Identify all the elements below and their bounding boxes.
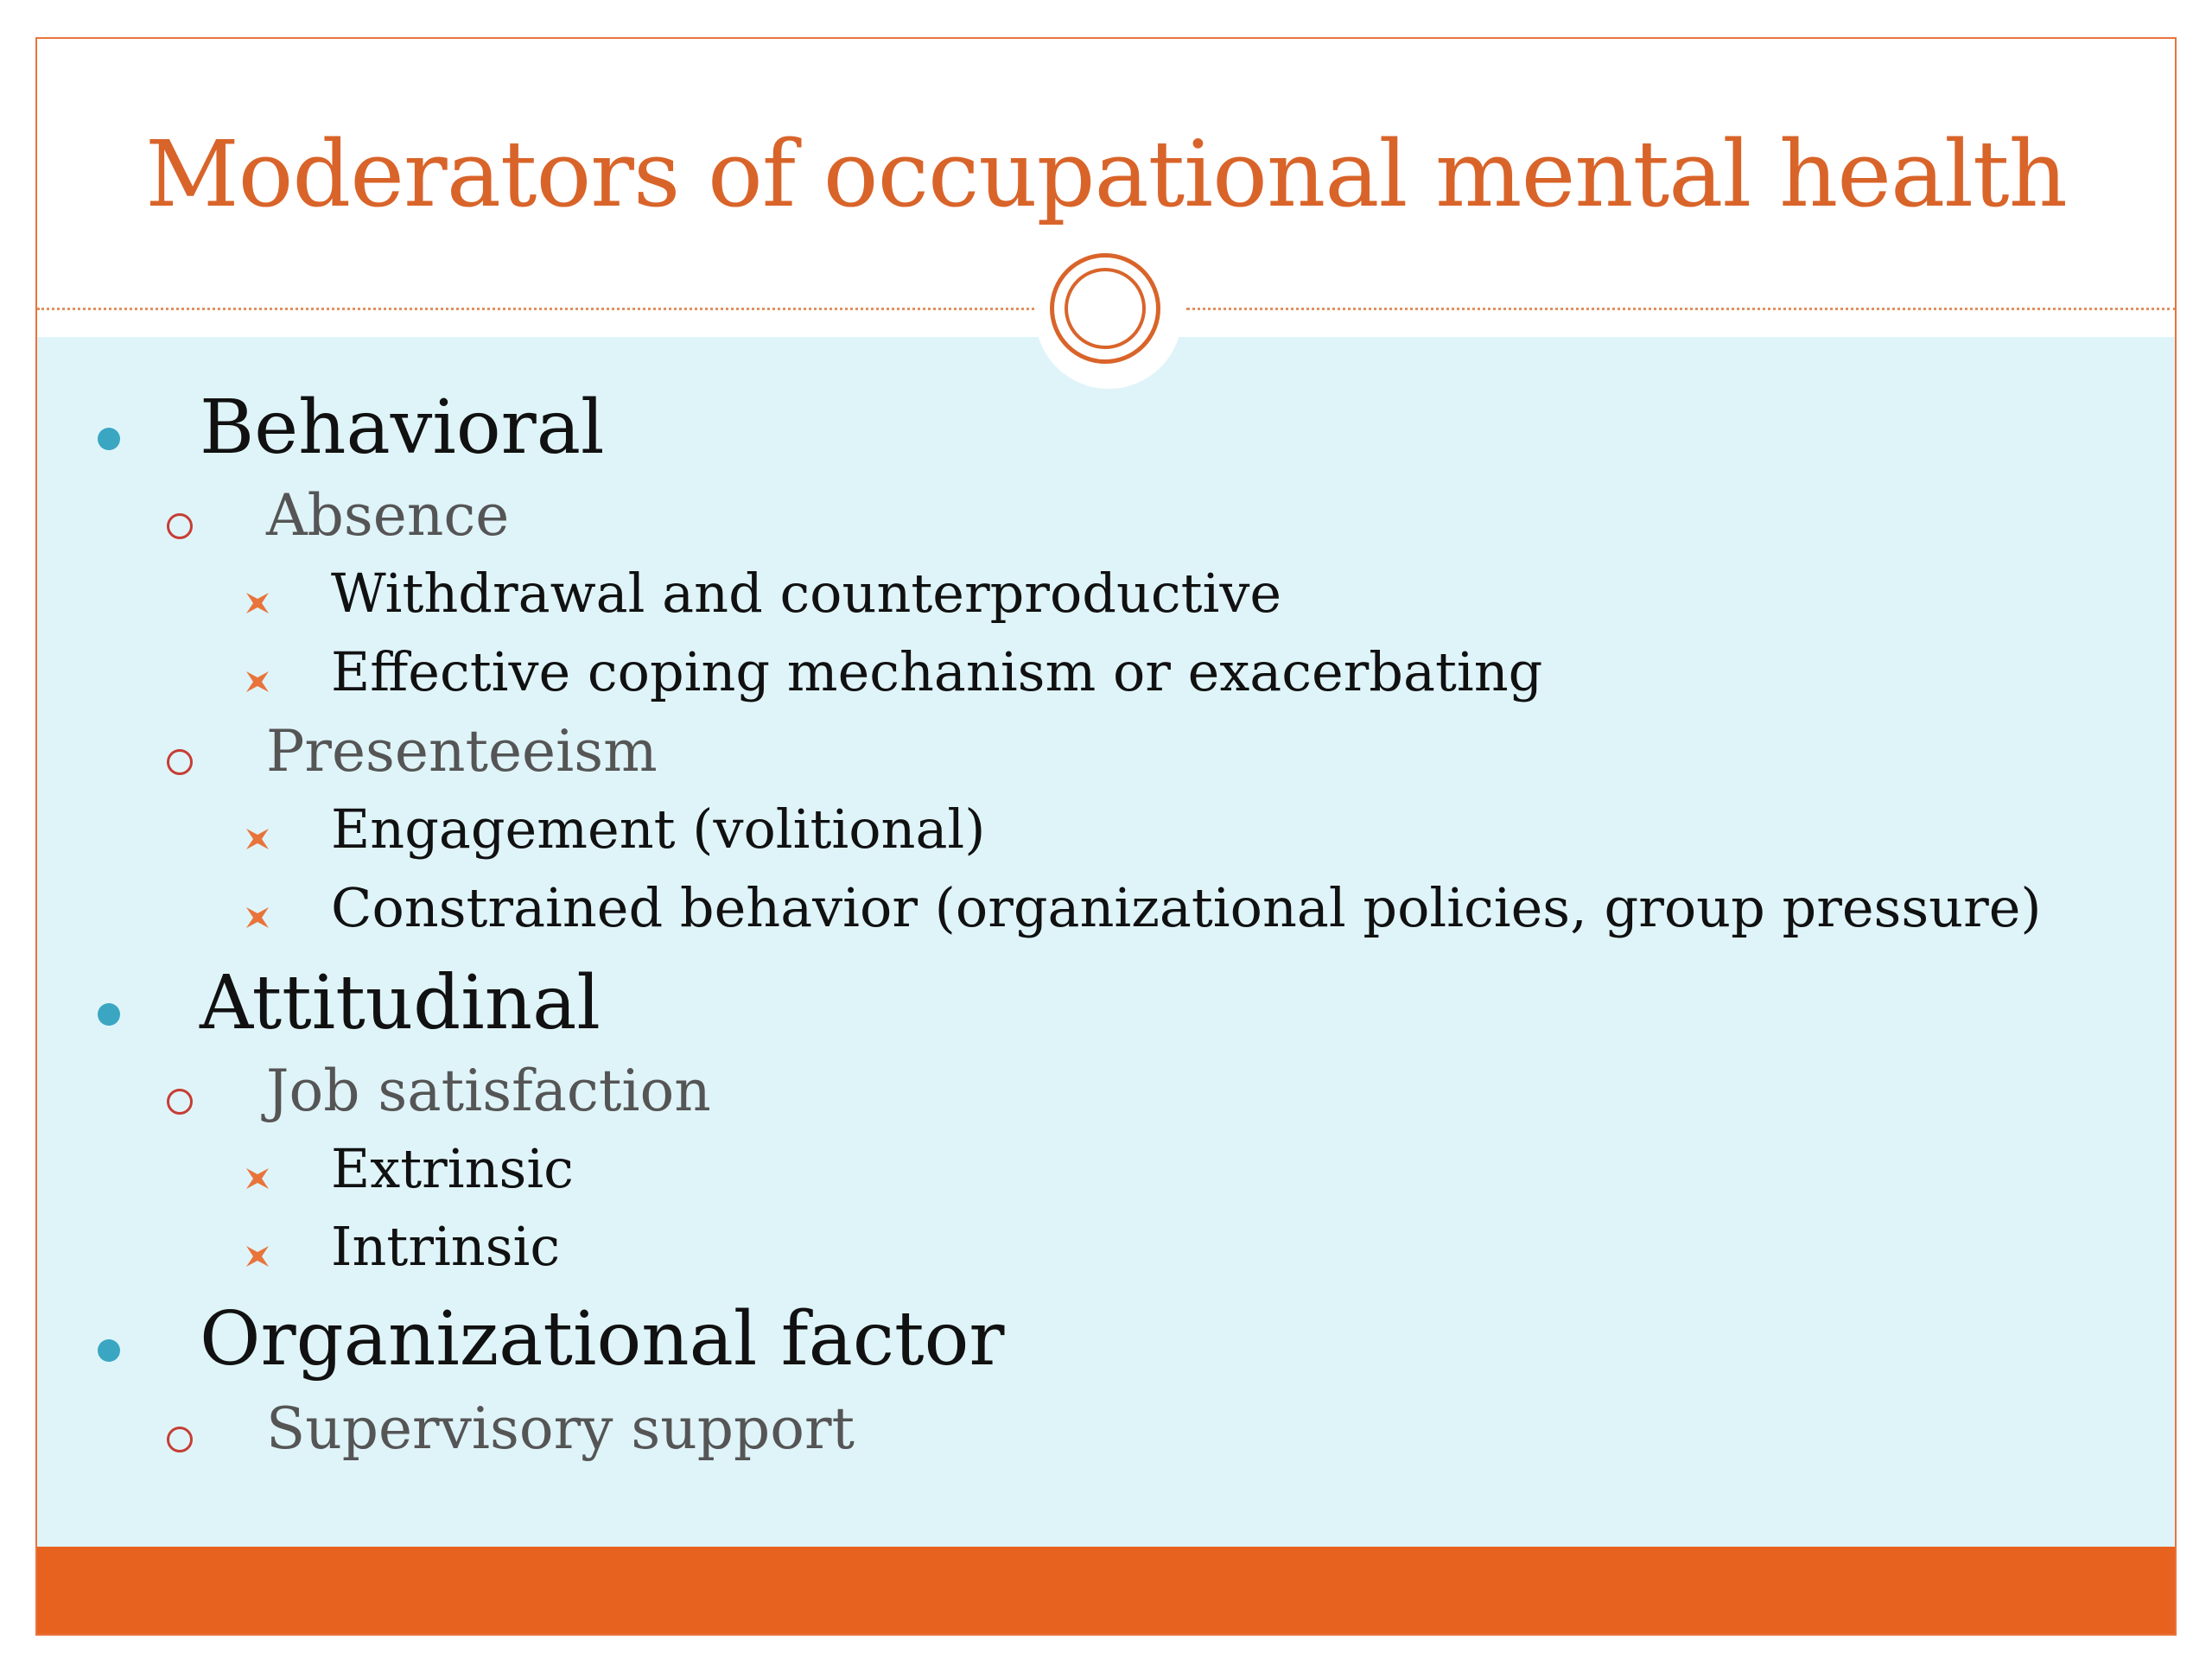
bullet-label: Constrained behavior (organizational policies, group pressure) [331, 876, 2042, 939]
divider-inner-ring [1065, 268, 1146, 349]
title-divider-right [1186, 308, 2177, 310]
bullet-label: Engagement (volitional) [331, 798, 986, 861]
bullet-label: Organizational factor [200, 1296, 1005, 1382]
bullet-ring-icon [167, 749, 193, 775]
bullet-label: Effective coping mechanism or exacerbating [331, 640, 1543, 703]
bullet-label: Supervisory support [266, 1395, 855, 1462]
bullet-dot-icon [98, 1339, 120, 1362]
bullet-label: Absence [266, 482, 510, 549]
slide-title: Moderators of occupational mental health [145, 121, 2067, 227]
bullet-ring-icon [167, 1089, 193, 1115]
bullet-dot-icon [98, 1003, 120, 1026]
bullet-star-icon [245, 669, 270, 695]
bullet-star-icon [245, 590, 270, 616]
footer-bar [37, 1547, 2175, 1636]
divider-ring-icon [1050, 253, 1160, 364]
bullet-label: Intrinsic [331, 1215, 561, 1278]
bullet-star-icon [245, 826, 270, 852]
bullet-star-icon [245, 1243, 270, 1269]
bullet-ring-icon [167, 513, 193, 539]
title-divider-left [37, 308, 1039, 310]
bullet-dot-icon [98, 428, 120, 450]
bullet-label: Job satisfaction [266, 1058, 711, 1124]
bullet-label: Attitudinal [200, 960, 601, 1046]
slide [35, 37, 2177, 1636]
bullet-label: Presenteeism [266, 718, 658, 785]
bullet-label: Behavioral [200, 385, 605, 471]
bullet-ring-icon [167, 1427, 193, 1452]
bullet-star-icon [245, 905, 270, 931]
bullet-label: Withdrawal and counterproductive [331, 562, 1282, 625]
bullet-star-icon [245, 1166, 270, 1192]
bullet-label: Extrinsic [331, 1137, 574, 1200]
